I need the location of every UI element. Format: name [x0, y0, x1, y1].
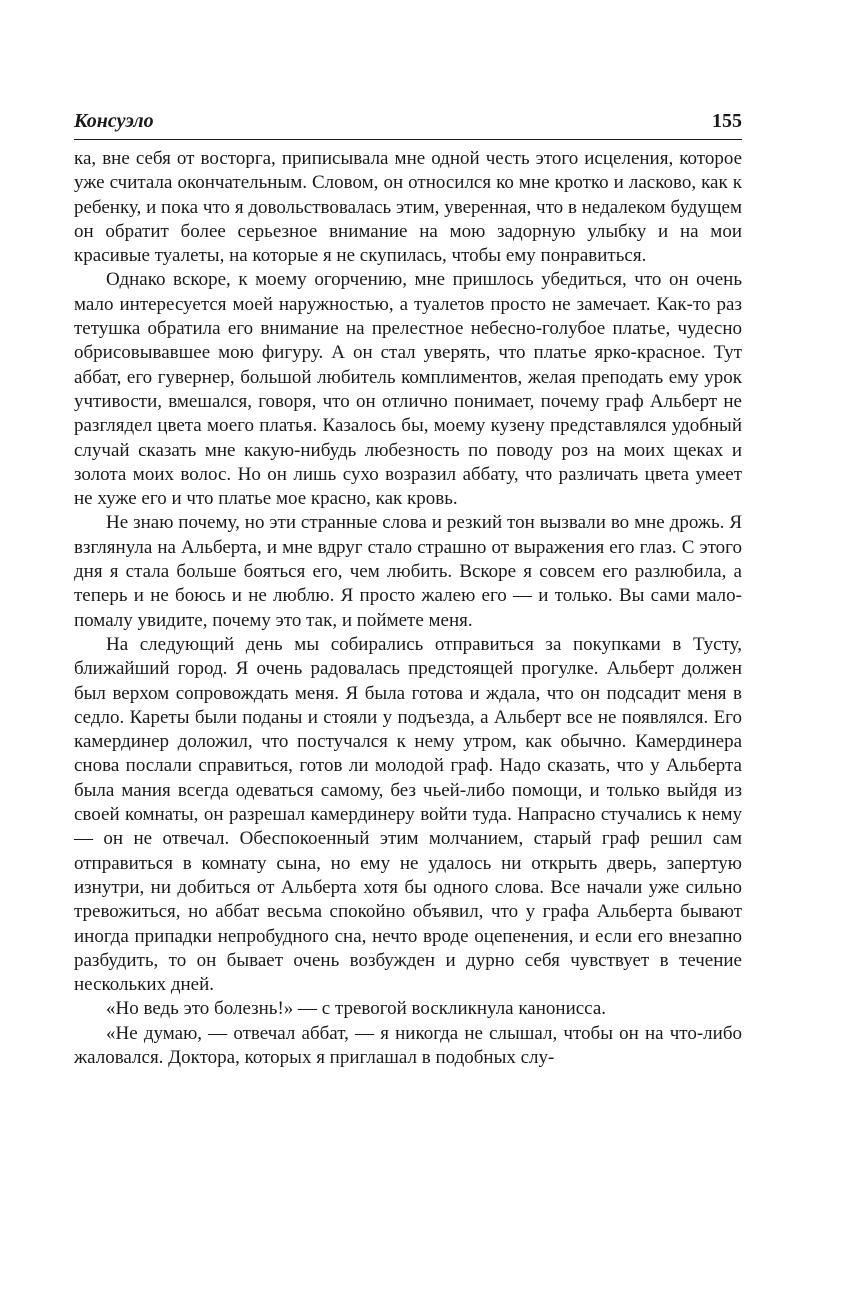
running-head: [74, 108, 742, 136]
book-page: [74, 108, 742, 1070]
paragraph: На следующий день мы собирались отправиться за покупками в Тусту, ближайший город. Я очень радовалась предстоящей прогулке. Альберт должен был верхом сопровождать меня. Я была готова и ждала, что он подсадит меня в седло. Кареты были поданы и стояли у подъезда, а Альберт все не появлялся. Его камердинер доложил, что постучался к нему утром, как обычно. Камердинера снова послали справиться, готов ли молодой граф. Надо сказать, что у Альберта была мания всегда одеваться самому, без чьей-либо помощи, и только выйдя из своей комнаты, он разрешал камердинеру войти туда. Напрасно стучались к нему — он не отвечал. Обеспокоенный этим молчанием, старый граф решил сам отправиться в комнату сына, но ему не удалось ни открыть дверь, запертую изнутри, ни добиться от Альберта хотя бы одного слова. Все начали уже сильно тревожиться, но аббат весьма спокойно объявил, что у графа Альберта бывают иногда припадки непробудного сна, нечто вроде оцепенения, и если его внезапно разбудить, то он бывает очень возбужден и дурно себя чувствует в течение нескольких дней.: [74, 633, 742, 996]
paragraph-quote: «Не думаю, — отвечал аббат, — я никогда не слышал, чтобы он на что-либо жаловался. Доктора, которых я приглашал в подобных слу-: [74, 1022, 742, 1068]
running-title: Консуэло: [74, 110, 154, 132]
paragraph-quote: «Но ведь это болезнь!» — с тревогой воскликнула канонисса.: [106, 998, 607, 1020]
page-number: 155: [712, 110, 742, 132]
paragraph: Не знаю почему, но эти странные слова и резкий тон вызвали во мне дрожь. Я взглянула на Альберта, и мне вдруг стало страшно от выражения его глаз. С этого дня я стала больше бояться его, чем любить. Вскоре я совсем его разлюбила, а теперь и не боюсь и не люблю. Я просто жалею его — и только. Вы сами мало-помалу увидите, почему это так, и поймете меня.: [74, 512, 742, 631]
paragraph-continued: ка, вне себя от восторга, приписывала мне одной честь этого исцеления, которое уже считала окончательным. Словом, он относился ко мне кротко и ласково, как к ребенку, и пока что я довольствовалась этим, уверенная, что в недалеком будущем он обратит более серьезное внимание на мою задорную улыбку и на мои красивые туалеты, на которые я не скупилась, чтобы ему понравиться.: [74, 148, 742, 267]
body-text: [74, 147, 742, 1070]
paragraph: Однако вскоре, к моему огорчению, мне пришлось убедиться, что он очень мало интересуется моей наружностью, а туалетов просто не замечает. Как-то раз тетушка обратила его внимание на прелестное небесно-голубое платье, чудесно обрисовывавшее мою фигуру. А он стал уверять, что платье ярко-красное. Тут аббат, его гувернер, большой любитель комплиментов, желая преподать ему урок учтивости, вмешался, говоря, что он отлично понимает, почему граф Альберт не разглядел цвета моего платья. Казалось бы, моему кузену представлялся удобный случай сказать мне какую-нибудь любезность по поводу роз на моих щеках и золота моих волос. Но он лишь сухо возразил аббату, что различать цвета умеет не хуже его и что платье мое красно, как кровь.: [74, 269, 742, 510]
header-rule: [74, 139, 742, 140]
